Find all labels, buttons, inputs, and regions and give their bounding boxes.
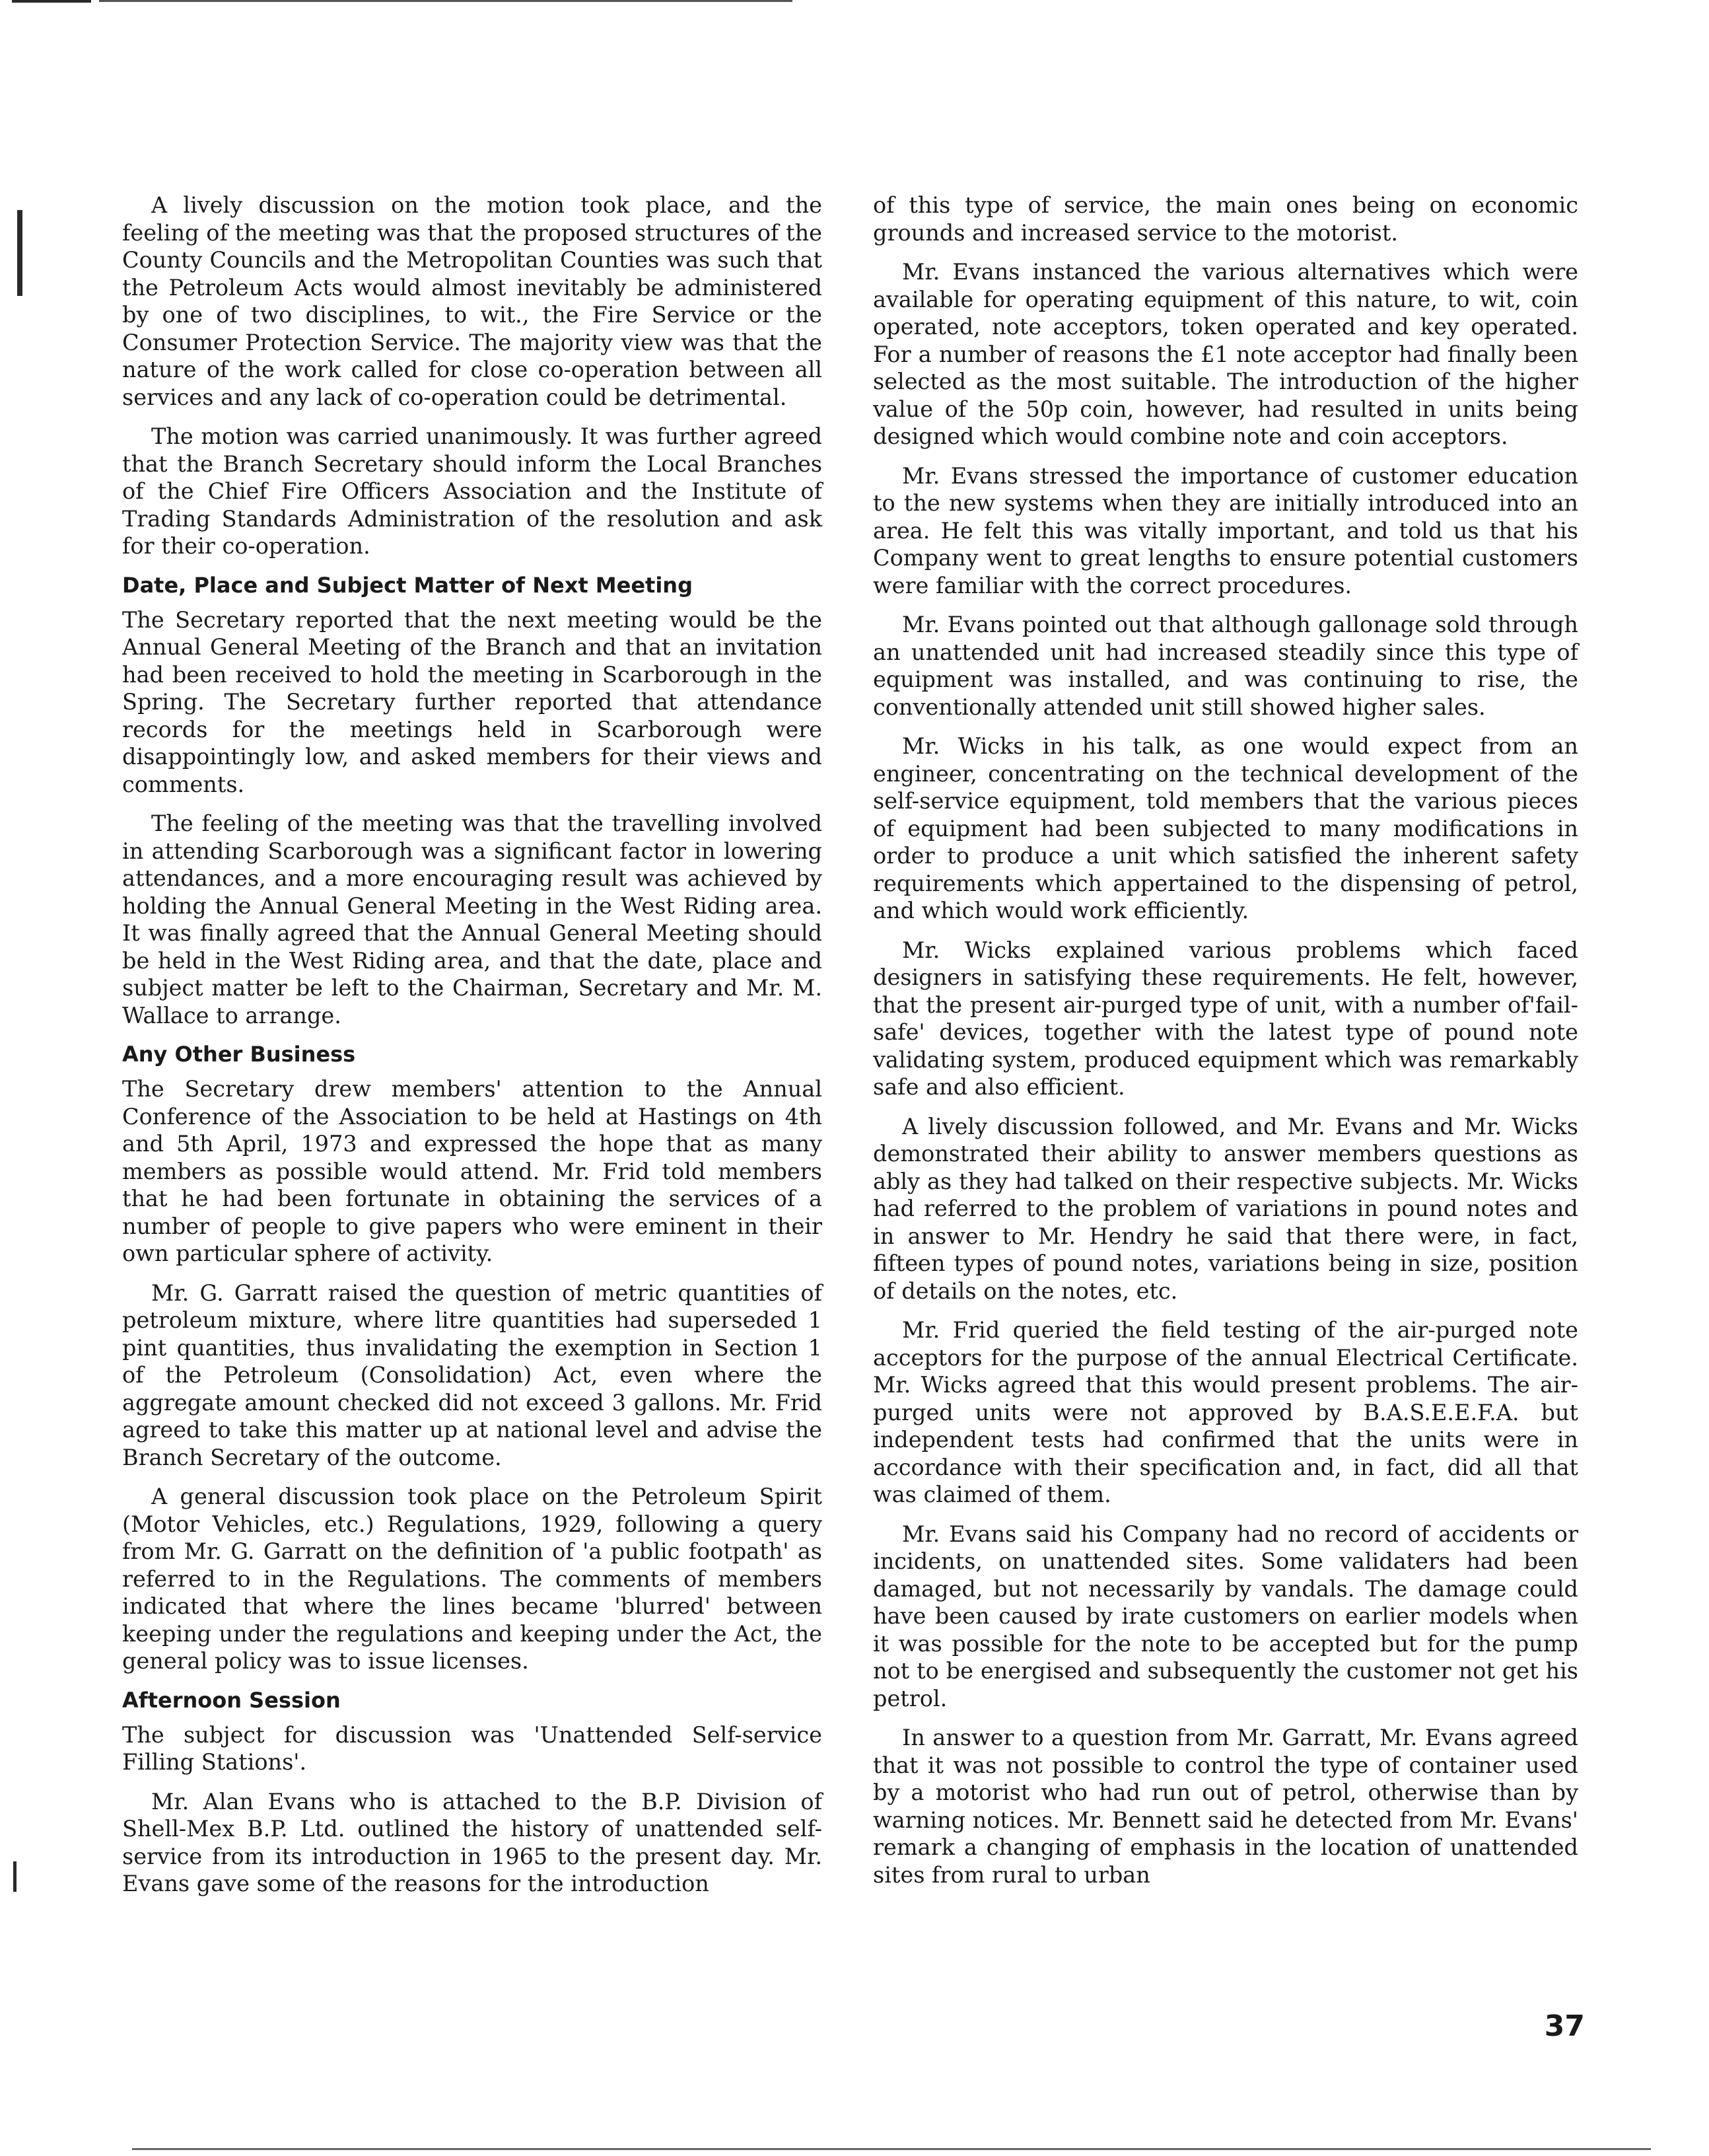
section-heading: Afternoon Session [122, 1687, 341, 1713]
paragraph: Mr. Evans instanced the various alternatives which were available for operating equipment of this nature, to wit, coin operated, note acceptors, token operated and key operated. For a number of reasons the £1 note acceptor had finally been selected as the most suitable. The introduction of the higher value of the 50p coin, however, had resulted in units being designed which would combine note and coin acceptors. [873, 259, 1578, 449]
paragraph: of this type of service, the main ones being on economic grounds and increased service to the motorist. [873, 192, 1578, 246]
section-heading: Any Other Business [122, 1042, 356, 1067]
page-number: 37 [1544, 2009, 1585, 2043]
paragraph: A lively discussion on the motion took place, and the feeling of the meeting was that the proposed structures of the County Councils and the Metropolitan Counties was such that the Petroleum Acts would almost inevitably be administered by one of two disciplines, to wit., the Fire Service or the Consumer Protection Service. The majority view was that the nature of the work called for close co-operation between all services and any lack of co-operation could be detrimental. [122, 192, 822, 410]
paragraph: The Secretary reported that the next meeting would be the Annual General Meeting of the Branch and that an invitation had been received to hold the meeting in Scarborough in the Spring. The Secretary further reported that attendance records for the meetings held in Scarborough were disappointingly low, and asked members for their views and comments. [122, 606, 822, 797]
section-heading: Date, Place and Subject Matter of Next Meeting [122, 572, 693, 598]
left-column [122, 192, 822, 1910]
paragraph: A general discussion took place on the Petroleum Spirit (Motor Vehicles, etc.) Regulations, 1929, following a query from Mr. G. Garratt on the definition of 'a public footpath' as referred to in the Regulations. The comments of members indicated that where the lines became 'blurred' between keeping under the regulations and keeping under the Act, the general policy was to issue licenses. [122, 1484, 822, 1674]
paragraph: Mr. Evans stressed the importance of customer education to the new systems when they are initially introduced into an area. He felt this was vitally important, and told us that his Company went to great lengths to ensure potential customers were familiar with the correct procedures. [873, 462, 1578, 598]
scan-mark-bottom-line [132, 2148, 1651, 2150]
scan-mark-left-tick [17, 210, 22, 296]
paragraph: The Secretary drew members' attention to the Annual Conference of the Association to be held at Hastings on 4th and 5th April, 1973 and expressed the hope that as many members as possible would attend. Mr. Frid told members that he had been fortunate in obtaining the services of a number of people to give papers who were eminent in their own particular sphere of activity. [122, 1076, 822, 1266]
right-column [873, 192, 1578, 1900]
paragraph: Mr. Wicks in his talk, as one would expect from an engineer, concentrating on the technical development of the self-service equipment, told members that the various pieces of equipment had been subjected to many modifications in order to produce a unit which satisfied the inherent safety requirements which appertained to the dispensing of petrol, and which would work efficiently. [873, 733, 1578, 923]
paragraph: In answer to a question from Mr. Garratt, Mr. Evans agreed that it was not possible to control the type of container used by a motorist who had run out of petrol, otherwise than by warning notices. Mr. Bennett said he detected from Mr. Evans' remark a changing of emphasis in the location of unattended sites from rural to urban [873, 1725, 1578, 1888]
paragraph: The feeling of the meeting was that the travelling involved in attending Scarborough was a significant factor in lowering attendances, and a more encouraging result was achieved by holding the Annual General Meeting in the West Riding area. It was finally agreed that the Annual General Meeting should be held in the West Riding area, and that the date, place and subject matter be left to the Chairman, Secretary and Mr. M. Wallace to arrange. [122, 810, 822, 1028]
paragraph: The motion was carried unanimously. It was further agreed that the Branch Secretary should inform the Local Branches of the Chief Fire Officers Association and the Institute of Trading Standards Administration of the resolution and ask for their co-operation. [122, 423, 822, 559]
scan-mark-top-line [99, 0, 792, 2]
scan-mark-left-tick-2 [13, 1861, 17, 1892]
paragraph: Mr. Evans pointed out that although gallonage sold through an unattended unit had increased steadily since this type of equipment was installed, and was continuing to rise, the conventionally attended unit still showed higher sales. [873, 612, 1578, 720]
paragraph: Mr. Evans said his Company had no record of accidents or incidents, on unattended sites. Some validaters had been damaged, but not necessarily by vandals. The damage could have been caused by irate customers on earlier models when it was possible for the note to be accepted but for the pump not to be energised and subsequently the customer not get his petrol. [873, 1521, 1578, 1711]
paragraph: The subject for discussion was 'Unattended Self-service Filling Stations'. [122, 1721, 822, 1775]
paragraph: A lively discussion followed, and Mr. Evans and Mr. Wicks demonstrated their ability to answer members questions as ably as they had talked on their respective subjects. Mr. Wicks had referred to the problem of variations in pound notes and in answer to Mr. Hendry he said that there were, in fact, fifteen types of pound notes, variations being in size, position of details on the notes, etc. [873, 1113, 1578, 1304]
scan-mark-top-left [12, 0, 91, 3]
paragraph: Mr. Alan Evans who is attached to the B.P. Division of Shell-Mex B.P. Ltd. outlined the history of unattended self-service from its introduction in 1965 to the present day. Mr. Evans gave some of the reasons for the introduction [122, 1788, 822, 1896]
paragraph: Mr. Wicks explained various problems which faced designers in satisfying these requirements. He felt, however, that the present air-purged type of unit, with a number of'fail-safe' devices, together with the latest type of pound note validating system, produced equipment which was remarkably safe and also efficient. [873, 937, 1578, 1100]
paragraph: Mr. Frid queried the field testing of the air-purged note acceptors for the purpose of the annual Electrical Certificate. Mr. Wicks agreed that this would present problems. The air-purged units were not approved by B.A.S.E.E.F.A. but independent tests had confirmed that the units were in accordance with their specification and, in fact, did all that was claimed of them. [873, 1317, 1578, 1507]
paragraph: Mr. G. Garratt raised the question of metric quantities of petroleum mixture, where litre quantities had superseded 1 pint quantities, thus invalidating the exemption in Section 1 of the Petroleum (Consolidation) Act, even where the aggregate amount checked did not exceed 3 gallons. Mr. Frid agreed to take this matter up at national level and advise the Branch Secretary of the outcome. [122, 1279, 822, 1470]
